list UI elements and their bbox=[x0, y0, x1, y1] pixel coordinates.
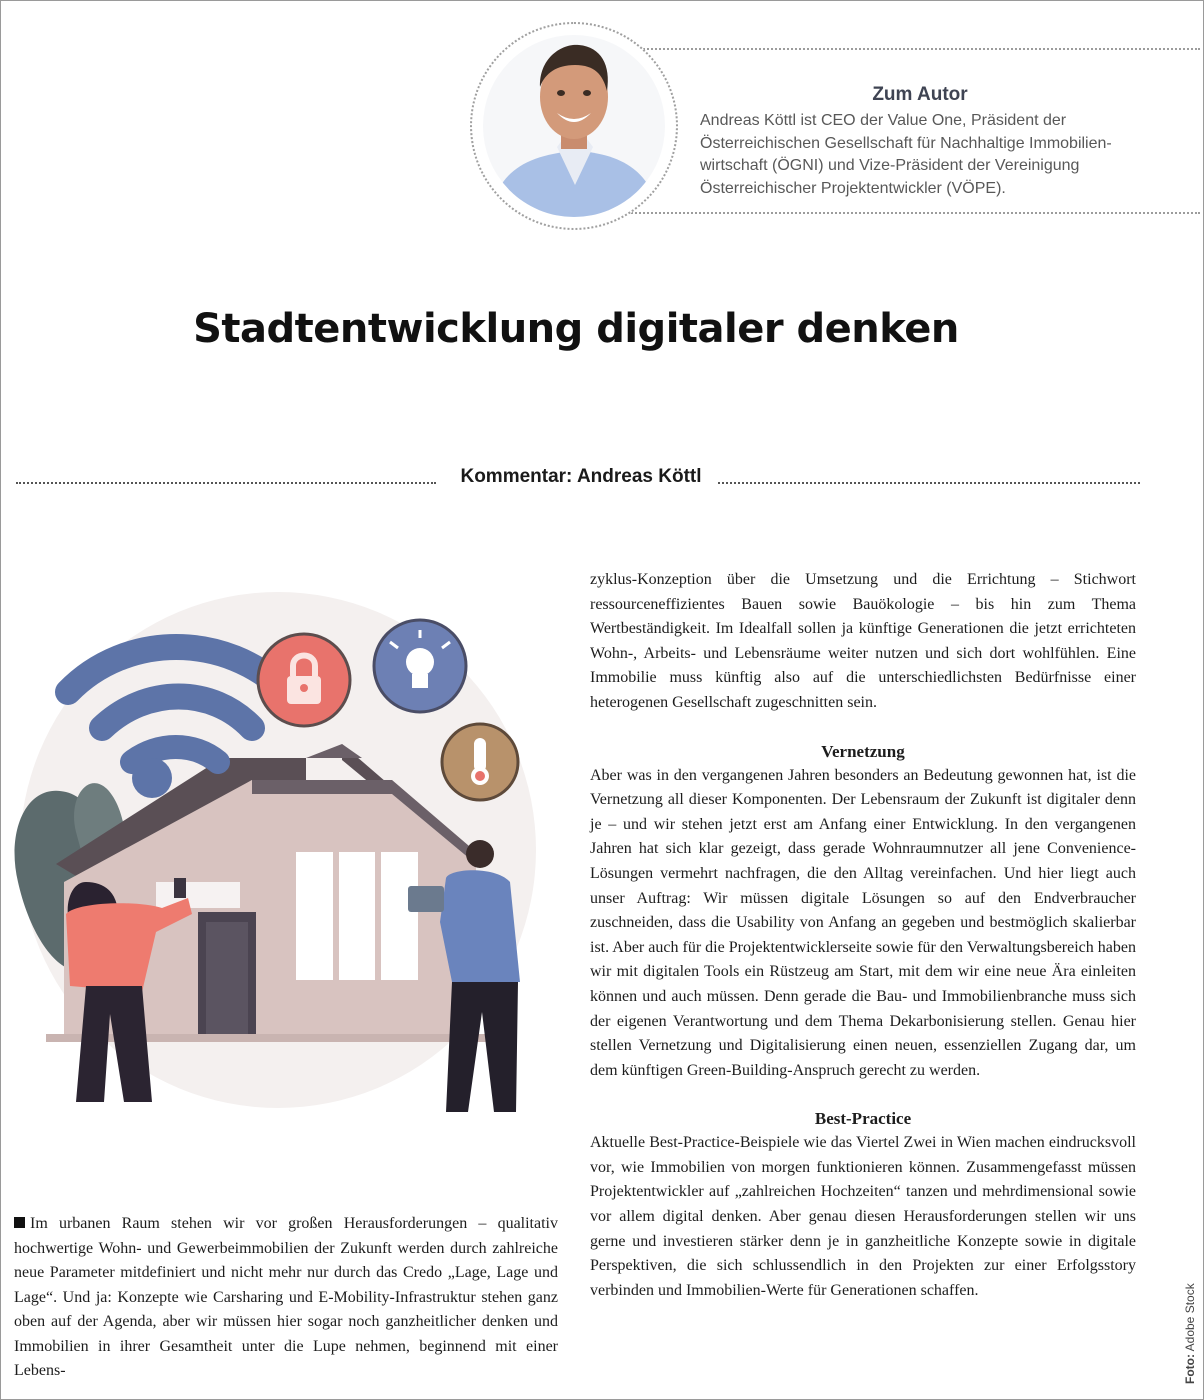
section-heading-best-practice: Best-Practice bbox=[814, 1109, 912, 1129]
man-figure bbox=[466, 840, 494, 868]
author-bio-line: Österreichischen Gesellschaft für Nachhaltige Immobilien- bbox=[700, 134, 1112, 152]
house-window bbox=[296, 852, 418, 980]
author-bio-line: wirtschaft (ÖGNI) und Vize-Präsident der Vereinigung bbox=[700, 157, 1080, 174]
right-column bbox=[590, 568, 1136, 1303]
article-headline: Stadtentwicklung digitaler denken bbox=[193, 306, 959, 352]
bullet-square bbox=[14, 1217, 25, 1228]
author-bio bbox=[700, 110, 1150, 200]
author-bio-line: Österreichischer Projektentwickler (VÖPE). bbox=[700, 179, 1006, 197]
byline-divider-right bbox=[718, 482, 1140, 484]
byline-row bbox=[16, 466, 1140, 494]
author-box-bottom-border bbox=[620, 212, 1200, 214]
section-body-best-practice: Aktuelle Best-Practice-Beispiele wie das Viertel Zwei in Wien machen eindrucksvoll vor, wie Immobilien von morgen funktionieren können. Zusammengefasst müssen Projektentwickler auf „zahlreichen Hochzeiten“ tanzen und mehrdimensional sowie vor allem digital denken. Aber genau diesen Herausforderungen stellen wir uns gerne und investieren stärker denn je in ganzheitliche Konzepte sowie in digitale Perspektiven, die sich schlussendlich in den Projekten zur einer Erfolgsstory verbinden und Immobilien-Werte für Generationen schaffen. bbox=[590, 1134, 1136, 1299]
smart-home-illustration bbox=[6, 582, 566, 1122]
author-box-top-border bbox=[608, 48, 1200, 50]
author-portrait bbox=[483, 35, 665, 217]
byline: Kommentar: Andreas Köttl bbox=[460, 466, 702, 487]
author-bio-line: Andreas Köttl ist CEO der Value One, Präsident der bbox=[700, 112, 1067, 129]
section-heading-vernetzung: Vernetzung bbox=[821, 741, 905, 761]
photo-credit bbox=[1183, 1283, 1197, 1384]
continuation-paragraph: zyklus-Konzeption über die Umsetzung und die Errichtung – Stichwort ressourceneffizientes Bauen sowie Bauökologie – bis hin zum Thema Wertbeständigkeit. Im Idealfall sollen ja künftige Generationen die jetzt errichteten Wohn-, Arbeits- und Lebensräume weiter nutzen und sich dort wohlfühlen. Eine Immobilie muss künftig also auf die unterschiedlichsten Bedürfnisse einer heterogenen Gesellschaft zugeschnitten sein. bbox=[590, 571, 1136, 711]
intro-text: Im urbanen Raum stehen wir vor großen Herausforderungen – qualitativ hochwertige Wohn- und Gewerbeimmobilien der Zukunft werden durch zahlreiche neue Parameter mitdefiniert und nicht mehr nur durch das Credo „Lage, Lage und Lage“. Und ja: Konzepte wie Carsharing und E-Mobility-Infrastruktur stehen ganz oben auf der Agenda, aber wir müssen hier sogar noch ganzheitlicher denken und Immobilien in ihrer Gesamtheit unter die Lupe nehmen, beginnend mit einer Lebens- bbox=[14, 1215, 558, 1379]
photo-credit-label: Foto: bbox=[1183, 1354, 1197, 1384]
photo-credit-source: Adobe Stock bbox=[1183, 1283, 1197, 1352]
intro-paragraph bbox=[14, 1212, 558, 1384]
byline-divider-left bbox=[16, 482, 436, 484]
section-body-vernetzung: Aber was in den vergangenen Jahren besonders an Bedeutung gewonnen hat, ist die Vernetzung all dieser Komponenten. Der Lebensraum der Zukunft ist digitaler denn je – und wir stehen jetzt erst am Anfang einer Entwicklung. In den vergangenen Jahren hat sich klar gezeigt, dass gerade Wohnraumnutzer all jene Convenience-Lösungen vermehrt nachfragen, die den Alltag vereinfachen. Und hier liegt auch unser Auftrag: Wir müssen digitale Lösungen so auf den Endverbraucher zuschneiden, dass die Usability von Anfang an gegeben und bestmöglich skalierbar ist. Aber auch für die Projektentwicklerseite sowie für den Verwaltungsbereich haben wir mit digitalen Tools ein Rüstzeug am Start, mit dem wir eine neue Ära einleiten können und auch müssen. Denn gerade die Bau- und Immobilienbranche muss sich der eigenen Verantwortung und dem Thema Dekarbonisierung stellen. Genau hier stellen Vernetzung und Digitalisierung einen neuen, essenziellen Zugang dar, um dem künftigen Green-Building-Anspruch gerecht zu werden. bbox=[590, 766, 1136, 1079]
author-box-heading: Zum Autor bbox=[872, 84, 968, 105]
